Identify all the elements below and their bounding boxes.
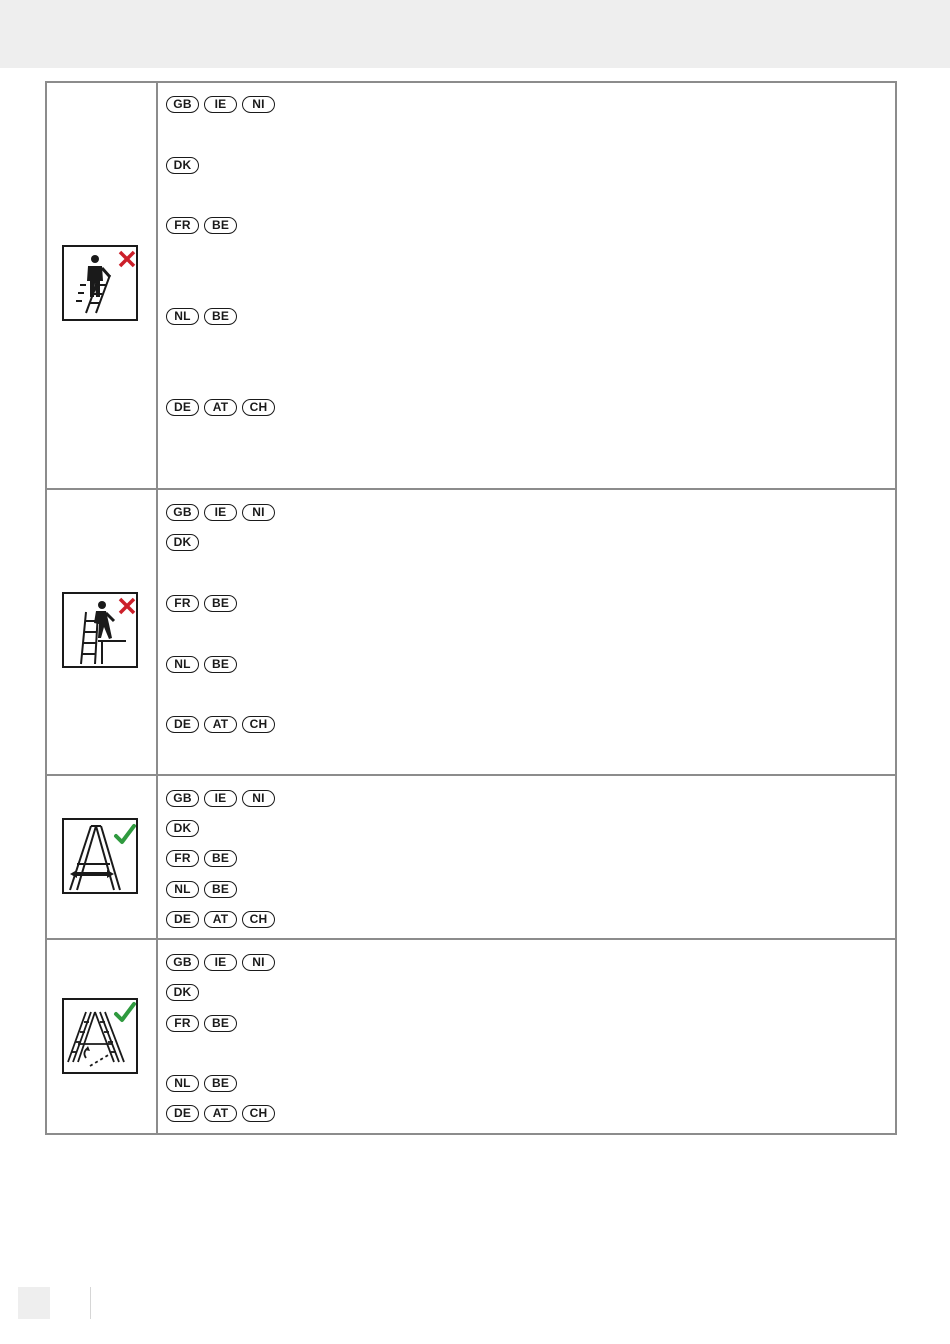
language-badge: NI: [242, 504, 275, 521]
language-badge: IE: [204, 954, 237, 971]
ladder-locking-bar-engaged-allowed-icon: [62, 998, 138, 1074]
language-badge: FR: [166, 1015, 199, 1032]
language-badge: AT: [204, 399, 237, 416]
language-badge: BE: [204, 595, 237, 612]
language-badge: BE: [204, 850, 237, 867]
language-line: [166, 1105, 275, 1123]
language-line: [166, 96, 275, 114]
icon-cell: [47, 83, 158, 490]
language-badge: BE: [204, 217, 237, 234]
table-row: [47, 774, 895, 940]
language-badge: NI: [242, 954, 275, 971]
language-badge: BE: [204, 656, 237, 673]
language-badge: BE: [204, 1015, 237, 1032]
table-row: [47, 938, 895, 1133]
language-badge: CH: [242, 399, 275, 416]
page-number-box: [18, 1287, 50, 1319]
icon-cell: [47, 940, 158, 1133]
language-badge: FR: [166, 217, 199, 234]
language-line: [166, 595, 237, 613]
language-badge: BE: [204, 308, 237, 325]
language-badge: GB: [166, 790, 199, 807]
language-line: [166, 1015, 237, 1033]
language-line: [166, 911, 275, 929]
language-line: [166, 881, 237, 899]
language-badge: NL: [166, 656, 199, 673]
language-badge: GB: [166, 954, 199, 971]
language-badge: NL: [166, 1075, 199, 1092]
ladder-standing-on-top-step-prohibited-icon: [62, 245, 138, 321]
language-line: [166, 984, 199, 1002]
language-line: [166, 716, 275, 734]
language-badge: BE: [204, 881, 237, 898]
language-badge: NL: [166, 308, 199, 325]
language-badge: IE: [204, 504, 237, 521]
language-badge: AT: [204, 716, 237, 733]
language-badge: DE: [166, 911, 199, 928]
language-badge: AT: [204, 1105, 237, 1122]
language-line: [166, 504, 275, 522]
language-badge: DK: [166, 984, 199, 1001]
language-line: [166, 308, 237, 326]
language-line: [166, 1075, 237, 1093]
language-badge: AT: [204, 911, 237, 928]
language-badge: IE: [204, 96, 237, 113]
language-badge: FR: [166, 595, 199, 612]
language-badge: DK: [166, 157, 199, 174]
footer-divider: [90, 1287, 91, 1319]
language-badge: DE: [166, 716, 199, 733]
language-badge: DK: [166, 534, 199, 551]
language-badge: NI: [242, 96, 275, 113]
language-badge: IE: [204, 790, 237, 807]
ladder-stepping-off-sideways-prohibited-icon: [62, 592, 138, 668]
language-badge: BE: [204, 1075, 237, 1092]
language-badge: DK: [166, 820, 199, 837]
language-line: [166, 790, 275, 808]
language-badge: DE: [166, 1105, 199, 1122]
language-badge: FR: [166, 850, 199, 867]
language-badge: GB: [166, 96, 199, 113]
language-line: [166, 850, 237, 868]
stepladder-spread-fully-allowed-icon: [62, 818, 138, 894]
language-badge: CH: [242, 716, 275, 733]
language-line: [166, 820, 199, 838]
language-badge: NL: [166, 881, 199, 898]
table-row: [47, 83, 895, 490]
language-badge: DE: [166, 399, 199, 416]
table-row: [47, 488, 895, 776]
language-line: [166, 656, 237, 674]
icon-cell: [47, 490, 158, 776]
language-badge: NI: [242, 790, 275, 807]
language-line: [166, 534, 199, 552]
page-header-bar: [0, 0, 950, 68]
language-line: [166, 217, 237, 235]
safety-instructions-table: [45, 81, 897, 1135]
language-badge: CH: [242, 911, 275, 928]
language-badge: GB: [166, 504, 199, 521]
language-line: [166, 399, 275, 417]
language-line: [166, 954, 275, 972]
icon-cell: [47, 776, 158, 940]
language-badge: CH: [242, 1105, 275, 1122]
language-line: [166, 157, 199, 175]
